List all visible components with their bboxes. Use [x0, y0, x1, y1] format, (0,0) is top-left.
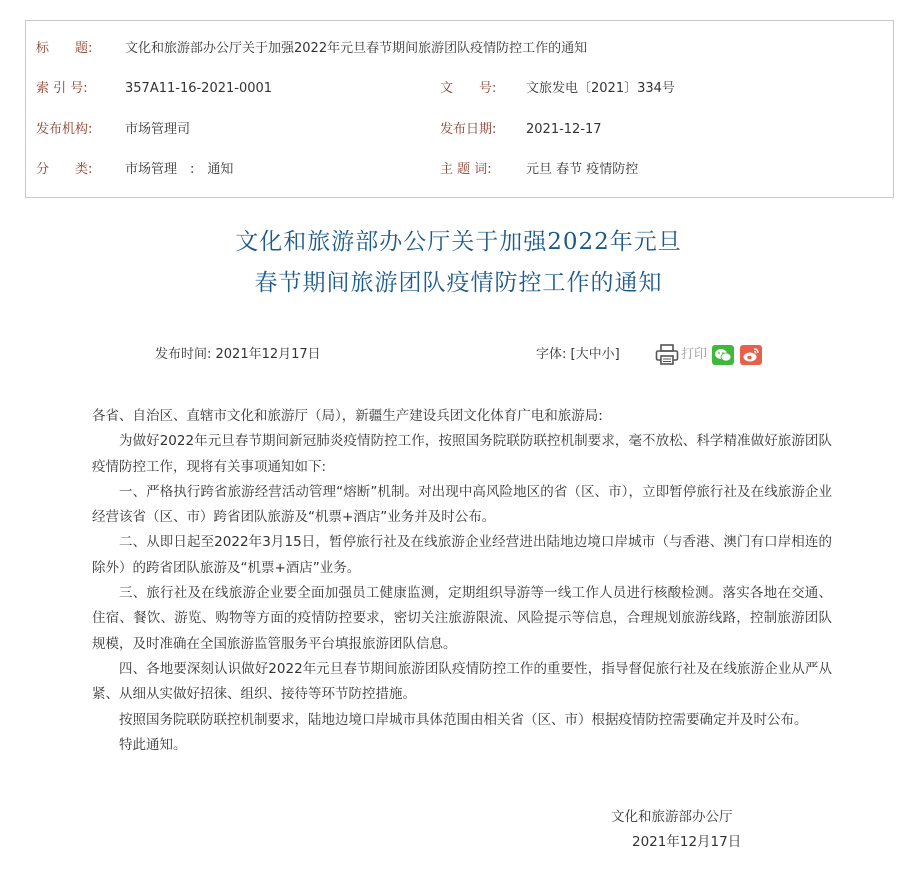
paragraph-salutation: 各省、自治区、直辖市文化和旅游厅（局），新疆生产建设兵团文化体育广电和旅游局:	[92, 408, 603, 424]
paragraph: 二、从即日起至2022年3月15日，暂停旅行社及在线旅游企业经营进出陆地边境口岸城市（与香港、澳门有口岸相连的除外）的跨省团队旅游及“机票+酒店”业务。	[92, 534, 832, 576]
meta-keywords-label: 主 题 词:	[440, 162, 492, 177]
article-title-line1: 文化和旅游部办公厅关于加强2022年元旦	[235, 229, 682, 255]
metadata-table	[25, 20, 894, 198]
print-label: 打印	[681, 347, 708, 362]
paragraph: 按照国务院联防联控机制要求，陆地边境口岸城市具体范围由相关省（区、市）根据疫情防控需要确定并及时公布。	[119, 711, 808, 728]
weibo-share-icon[interactable]	[740, 345, 762, 365]
publish-date: 发布时间: 2021年12月17日	[155, 347, 321, 362]
publish-bar	[0, 343, 917, 367]
article-body	[92, 404, 832, 758]
meta-category-value: 市场管理 : 通知	[125, 162, 234, 177]
meta-org-label: 发布机构:	[36, 122, 93, 137]
meta-category-label: 分 类:	[36, 162, 93, 177]
signature-org: 文化和旅游部办公厅	[611, 809, 733, 825]
meta-index-label: 索 引 号:	[36, 81, 88, 96]
print-button[interactable]	[655, 343, 707, 367]
paragraph: 为做好2022年元旦春节期间新冠肺炎疫情防控工作，按照国务院联防联控机制要求，毫不放松、科学精准做好旅游团队疫情防控工作，现将有关事项通知如下:	[92, 433, 832, 475]
printer-icon	[655, 344, 679, 366]
meta-title-value: 文化和旅游部办公厅关于加强2022年元旦春节期间旅游团队疫情防控工作的通知	[125, 41, 588, 56]
meta-title-label: 标 题:	[36, 41, 93, 56]
paragraph-closing: 特此通知。	[119, 736, 187, 753]
meta-docno-value: 文旅发电〔2021〕334号	[526, 81, 675, 96]
meta-docno-label: 文 号:	[440, 81, 497, 96]
wechat-share-icon[interactable]	[712, 345, 734, 365]
meta-date-value: 2021-12-17	[526, 122, 602, 137]
signature-date: 2021年12月17日	[632, 834, 742, 850]
meta-date-label: 发布日期:	[440, 122, 497, 137]
meta-org-value: 市场管理司	[125, 122, 191, 137]
meta-index-value: 357A11-16-2021-0001	[125, 81, 273, 96]
font-size-selector[interactable]: 字体: [大中小]	[536, 347, 620, 362]
meta-keywords-value: 元旦 春节 疫情防控	[526, 162, 639, 177]
paragraph: 三、旅行社及在线旅游企业要全面加强员工健康监测，定期组织导游等一线工作人员进行核酸检测。落实各地在交通、住宿、餐饮、游览、购物等方面的疫情防控要求，密切关注旅游限流、风险提示等信息，合理规划旅游线路，控制旅游团队规模，及时准确在全国旅游监管服务平台填报旅游团队信息。	[92, 585, 832, 652]
paragraph: 一、严格执行跨省旅游经营活动管理“熔断”机制。对出现中高风险地区的省（区、市），立即暂停旅行社及在线旅游企业经营该省（区、市）跨省团队旅游及“机票+酒店”业务并及时公布。	[92, 483, 832, 526]
paragraph: 四、各地要深刻认识做好2022年元旦春节期间旅游团队疫情防控工作的重要性，指导督促旅行社及在线旅游企业从严从紧、从细从实做好招徕、组织、接待等环节防控措施。	[92, 660, 832, 703]
article-title-line2: 春节期间旅游团队疫情防控工作的通知	[254, 270, 663, 296]
